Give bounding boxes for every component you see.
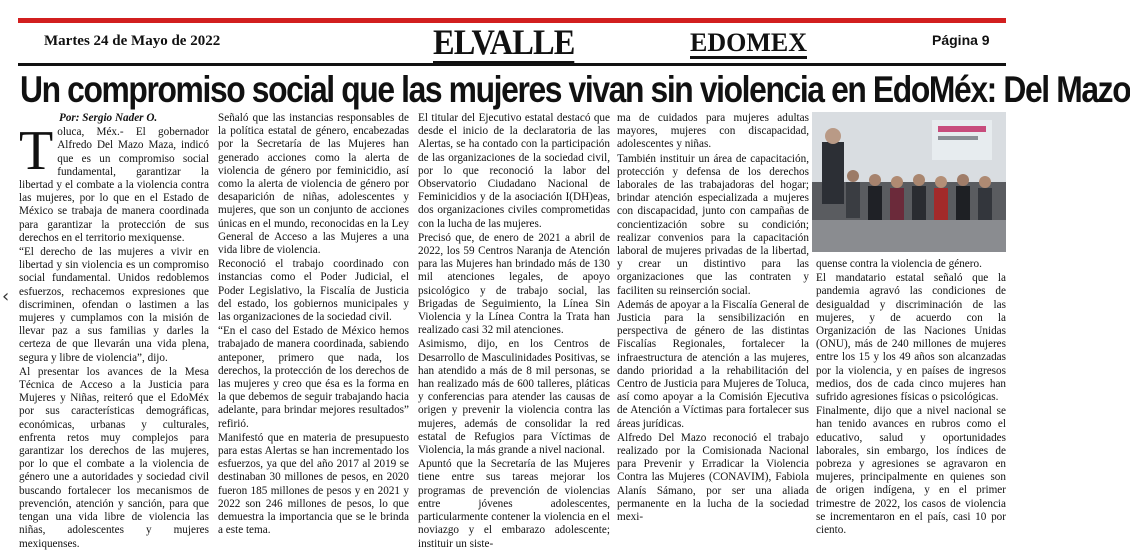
- newspaper-logo: [433, 24, 574, 65]
- page-number: Página 9: [932, 32, 990, 48]
- event-photo: [812, 112, 1006, 252]
- header-rule: [18, 63, 1006, 66]
- paragraph-text: oluca, Méx.- El gobernador Alfredo Del Mazo Maza, indicó que es un compromiso social fundamental, garantizar la libertad y el combate a la violencia contra las mujeres, por lo que en el Estado de México se trabaja de manera coordinada para garantizar la protección de sus derechos en el territorio mexiquense.: [19, 126, 209, 244]
- paragraph: Finalmente, dijo que a nivel nacional se han tenido avances en rubros como el educativo, salud y oportunidades laborales, sin embargo, los índices de pobreza y agresiones se agravaron en mujeres, principalmente en quienes son de origen indígena, y en el primer trimestre de 2022, los casos de violencia se incrementaron en el país, casi 10 por ciento.: [816, 405, 1006, 537]
- paragraph: quense contra la violencia de género.: [816, 258, 982, 270]
- paragraph: El mandatario estatal señaló que la pandemia agravó las condiciones de desigualdad y discriminación de las mujeres, y de acuerdo con la Organización de las Naciones Unidas (ONU), más de 240 millones de mujeres entre los 15 y los 49 años son alcanzadas por la violencia, y en países de ingresos medios, dos de cada cinco mujeres han sufrido agresiones físicas o psicológicas.: [816, 272, 1006, 404]
- headline: Un compromiso social que las mujeres vivan sin violencia en EdoMéx: Del Mazo: [20, 69, 1130, 110]
- article-column-4: [617, 112, 809, 537]
- byline: Por: Sergio Nader O.: [59, 112, 158, 124]
- paragraph: Manifestó que en materia de presupuesto para estas Alertas se han incrementado los esfuerzos, ya que del año 2017 al 2019 se destinaban 30 millones de pesos, en 2020 fueron 185 millones de pesos y en 2021 y 2022 son 246 millones de pesos, lo que demuestra la importancia que se le brinda a este tema.: [218, 431, 409, 537]
- paragraph: “En el caso del Estado de México hemos trabajado de manera coordinada, sabiendo anteponer, primero que nada, los derechos, la protección de los derechos de las mujeres y creo que ésa es la forma en la que debemos de seguir trabajando hacia adelante, para brindar mejores resultados” refirió.: [218, 325, 409, 430]
- paragraph: Apuntó que la Secretaría de las Mujeres tiene entre sus tareas mejorar los programas de prevención de violencias entre jóvenes adolescentes, particularmente contener la violencia en el noviazgo y el embarazo adolescente; instituir un siste-: [418, 458, 610, 550]
- paragraph: Señaló que las instancias responsables de la política estatal de género, encabezadas por la Secretaría de las Mujeres han generado acciones como la alerta de violencia de género por feminicidio, así como la alerta de violencia de género por desaparición de niñas, adolescentes y mujeres, que son un conjunto de acciones únicas en el mundo, reconocidas en la Ley General de Acceso a las Mujeres a una vida libre de violencia.: [218, 112, 409, 257]
- article-column-3: [418, 112, 610, 550]
- paragraph: El titular del Ejecutivo estatal destacó que desde el inicio de la declaratoria de las Alertas, se ha contado con la participación de las organizaciones de la sociedad civil, por lo que reconoció la labor del Observatorio Ciudadano Nacional de Feminicidios y de la asociación I(DH)eas, dos organizaciones civiles comprometidas con la lucha de las mujeres.: [418, 112, 610, 230]
- section-name: EDOMEX: [690, 28, 807, 57]
- paragraph: ma de cuidados para mujeres adultas mayores, mujeres con discapacidad, adolescentes y niñas.: [617, 112, 809, 151]
- paragraph: [19, 120, 209, 245]
- paragraph: Además de apoyar a la Fiscalía General de Justicia para la sensibilización en perspectiva de género de las distintas Fiscalías Regionales, fortalecer la infraestructura de atención a las mujeres, dando prioridad a la rehabilitación del Centro de Justicia para Mujeres de Toluca, así como apoyar a la Comisión Ejecutiva de Atención a Víctimas para fortalecer sus áreas jurídicas.: [617, 298, 809, 430]
- issue-date: Martes 24 de Mayo de 2022: [44, 33, 221, 49]
- paragraph: Al presentar los avances de la Mesa Técnica de Acceso a la Justicia para Mujeres y Niñas, reiteró que el EdoMéx por sus características demográficas, económicas, urbanas y culturales, enfrenta retos muy complejos para garantizar los derechos de las mujeres, por lo que el combate a la violencia de género une a autoridades y sociedad civil buscando fortalecer los mecanismos de prevención, atención y sanción, para que tengan una vida libre de violencia las niñas, adolescentes y mujeres mexiquenses.: [19, 365, 209, 550]
- article-column-1: [19, 112, 209, 550]
- paragraph: También instituir un área de capacitación, protección y defensa de los derechos laborales de las trabajadoras del hogar; brindar atención especializada a mujeres con discapacidad, junto con campañas de concientización sobre su condición; realizar convenios para la capacitación laboral de mujeres privadas de la libertad, y crear un distintivo para las organizaciones que las contraten y faciliten su reinserción social.: [617, 152, 809, 297]
- paragraph: Precisó que, de enero de 2021 a abril de 2022, los 59 Centros Naranja de Atención para las Mujeres han brindado más de 130 mil atenciones legales, de apoyo psicológico y de trabajo social, las Brigadas de Seguimiento, la Línea Sin Violencia y la Línea Contra la Trata han realizado casi 32 mil atenciones.: [418, 231, 610, 337]
- event-photo-illustration: [812, 112, 1006, 252]
- logo-text: ELVALLE: [433, 22, 575, 62]
- paragraph: Alfredo Del Mazo reconoció el trabajo realizado por la Comisionada Nacional para Prevenir y Erradicar la Violencia Contra las Mujeres (CONAVIM), Fabiola Alanís Sámano, por ser una aliada permanente en la lucha de la sociedad mexi-: [617, 431, 809, 524]
- chevron-left-icon[interactable]: ‹: [2, 286, 10, 307]
- article-column-5: [816, 258, 1006, 537]
- article-column-2: [218, 112, 409, 537]
- paragraph: Asimismo, dijo, en los Centros de Desarrollo de Masculinidades Positivas, se han atendido a más de 8 mil personas, se han realizado más de 600 talleres, pláticas y conferencias para atender las causas de origen y prevenir la violencia contra las mujeres, además de consolidar la red estatal de Refugios para Víctimas de Violencia, la más grande a nivel nacional.: [418, 338, 610, 457]
- drop-cap: T: [19, 120, 54, 183]
- paragraph: Reconoció el trabajo coordinado con instancias como el Poder Judicial, el Poder Legislativo, la Fiscalía de Justicia del estado, los gobiernos municipales y las organizaciones de la sociedad civil.: [218, 258, 409, 324]
- paragraph: “El derecho de las mujeres a vivir en libertad y sin violencia es un compromiso social fundamental. Unidos redoblemos esfuerzos, rechacemos expresiones que discriminen, ofendan o lastimen a las mujeres y cumplamos con la misión de llevar paz a sus familias y darles la certeza de que llevarán una vida plena, segura y libre de violencia”, dijo.: [19, 246, 209, 364]
